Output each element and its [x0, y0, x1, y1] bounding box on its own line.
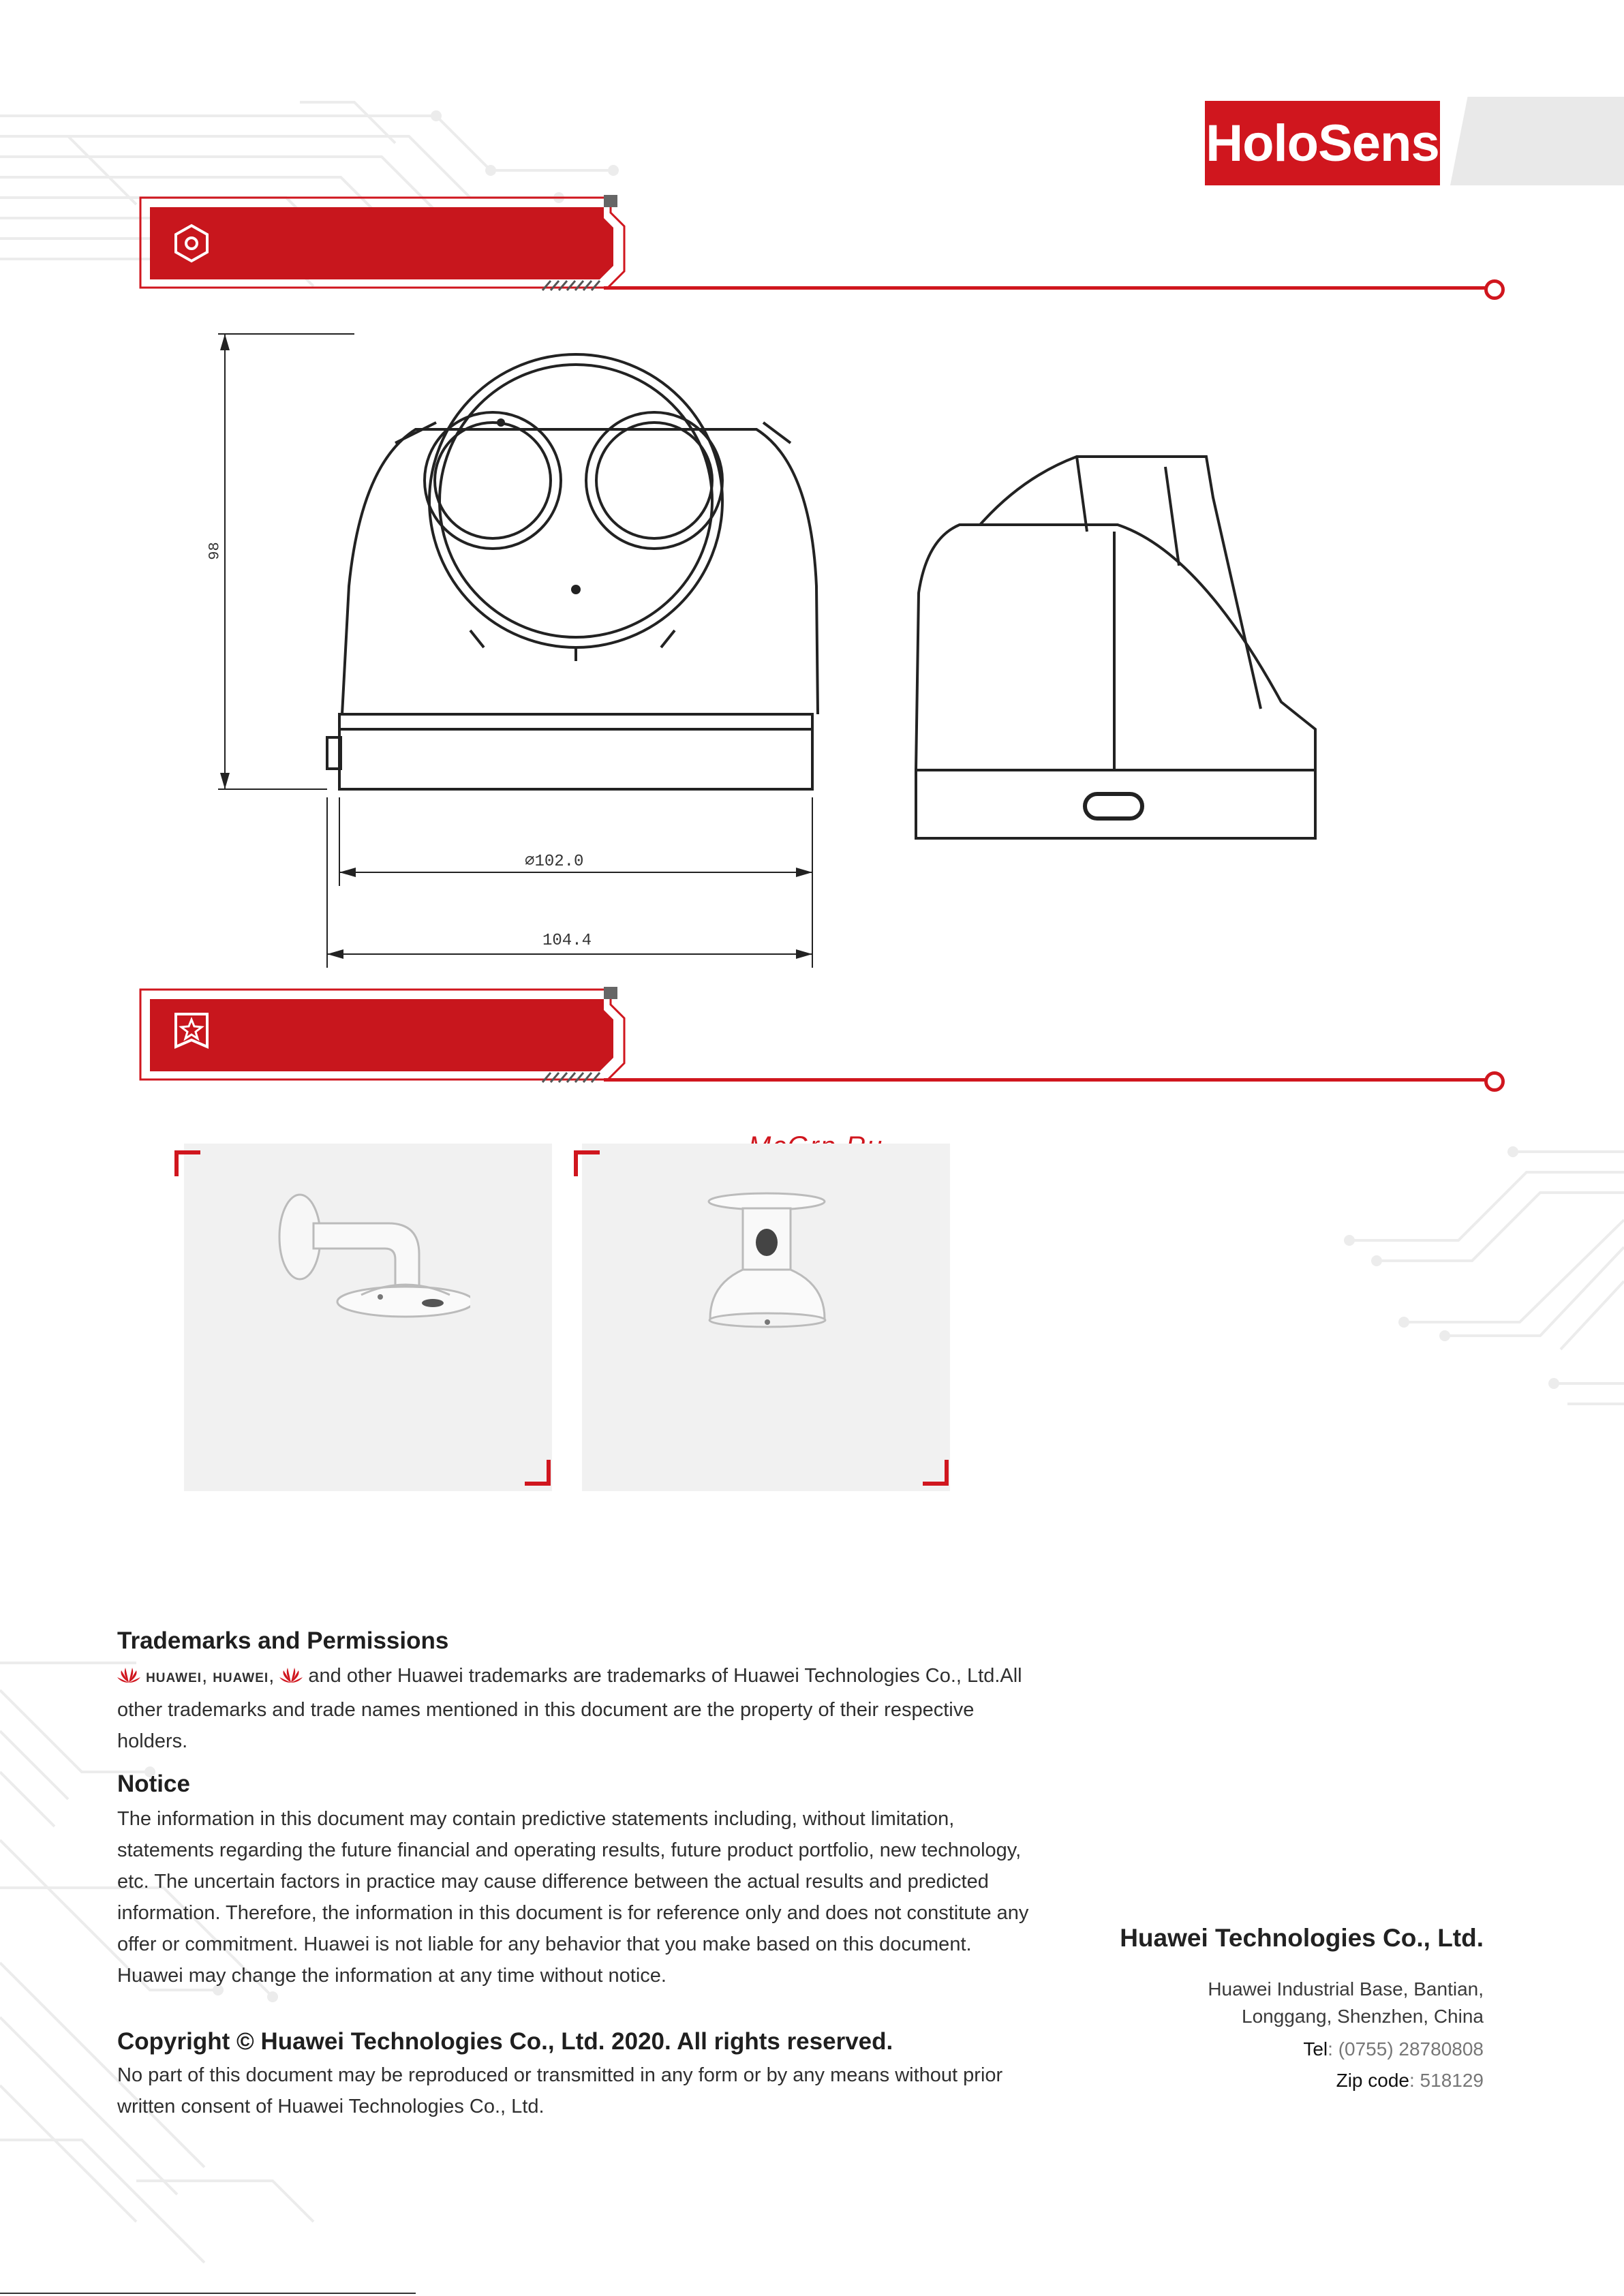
zip-value: : 518129	[1409, 2070, 1484, 2091]
notice-title: Notice	[117, 1771, 190, 1797]
dim-diameter-label: ∅102.0	[525, 853, 584, 871]
logo-decor	[1450, 97, 1624, 185]
gear-hexagon-icon	[172, 224, 211, 263]
corner-mark	[525, 1460, 551, 1486]
footer-rule	[0, 2293, 416, 2294]
logo-text: HoloSens	[1206, 114, 1439, 172]
badge-star-icon	[172, 1010, 211, 1051]
corner-mark	[574, 1150, 600, 1176]
section-rule-end-dot	[1484, 279, 1505, 300]
section-rule-end-dot	[1484, 1071, 1505, 1092]
copyright-text: No part of this document may be reproduced or transmitted in any form or by any means without prior written consent of Huawei Technologies Co., Ltd.	[117, 2064, 1003, 2117]
trademarks-line1: and other Huawei trademarks are trademarks of Huawei Technologies	[308, 1665, 920, 1687]
trademarks-title: Trademarks and Permissions	[117, 1627, 449, 1654]
company-name: Huawei Technologies Co., Ltd.	[1120, 1924, 1484, 1952]
trademarks-rest: Co., Ltd.All other trademarks and trade names mentioned in this document are the property of their respective holders.	[117, 1665, 1022, 1752]
notice-text: The information in this document may contain predictive statements including, without limitation, statements regarding the future financial and operating results, future product portfolio, new technology, etc. The uncertain factors in practice may cause difference between the actual results and predicted information. Therefore, the information in this document is for reference only and does not constitute any offer or commitment. Huawei is not liable for any behavior that you make based on this document. Huawei may change the information at any time without notice.	[117, 1808, 1029, 1987]
company-address-line2: Longgang, Shenzhen, China	[1242, 2006, 1484, 2027]
huawei-wordmark-2: HUAWEI	[213, 1671, 269, 1685]
huawei-flower-icon	[279, 1668, 303, 1684]
copyright-title: Copyright © Huawei Technologies Co., Ltd. 2020. All rights reserved.	[117, 2028, 893, 2055]
holosens-logo	[1205, 101, 1440, 185]
section-rule	[604, 1078, 1490, 1082]
section-rule	[604, 286, 1490, 290]
camera-dimension-drawing	[198, 320, 1343, 975]
corner-mark	[923, 1460, 949, 1486]
huawei-flower-icon	[117, 1668, 140, 1684]
trademarks-text: HUAWEI, HUAWEI, and other Huawei trademarks are trademarks of Huawei Technologies Co., Ltd.All other trademarks and trade names mentioned in this document are the property of their respective holders.	[117, 1665, 1022, 1752]
company-tel	[1303, 2034, 1484, 2064]
tel-label: Tel	[1303, 2038, 1328, 2060]
company-address-line1: Huawei Industrial Base, Bantian,	[1208, 1978, 1484, 2000]
trademarks-section	[117, 1627, 1030, 1757]
corner-mark	[174, 1150, 200, 1176]
zip-label: Zip code	[1336, 2070, 1409, 2091]
pendant-mount-bracket-image	[702, 1189, 838, 1336]
huawei-wordmark-1: HUAWEI	[146, 1671, 202, 1685]
company-zip	[1336, 2065, 1484, 2096]
tel-value: : (0755) 28780808	[1328, 2038, 1484, 2060]
copyright-section	[117, 2028, 1030, 2122]
notice-section	[117, 1771, 1030, 1991]
wall-mount-bracket-image	[266, 1186, 470, 1336]
dim-height-label: 98	[206, 542, 224, 560]
dim-width-label: 104.4	[542, 932, 592, 950]
